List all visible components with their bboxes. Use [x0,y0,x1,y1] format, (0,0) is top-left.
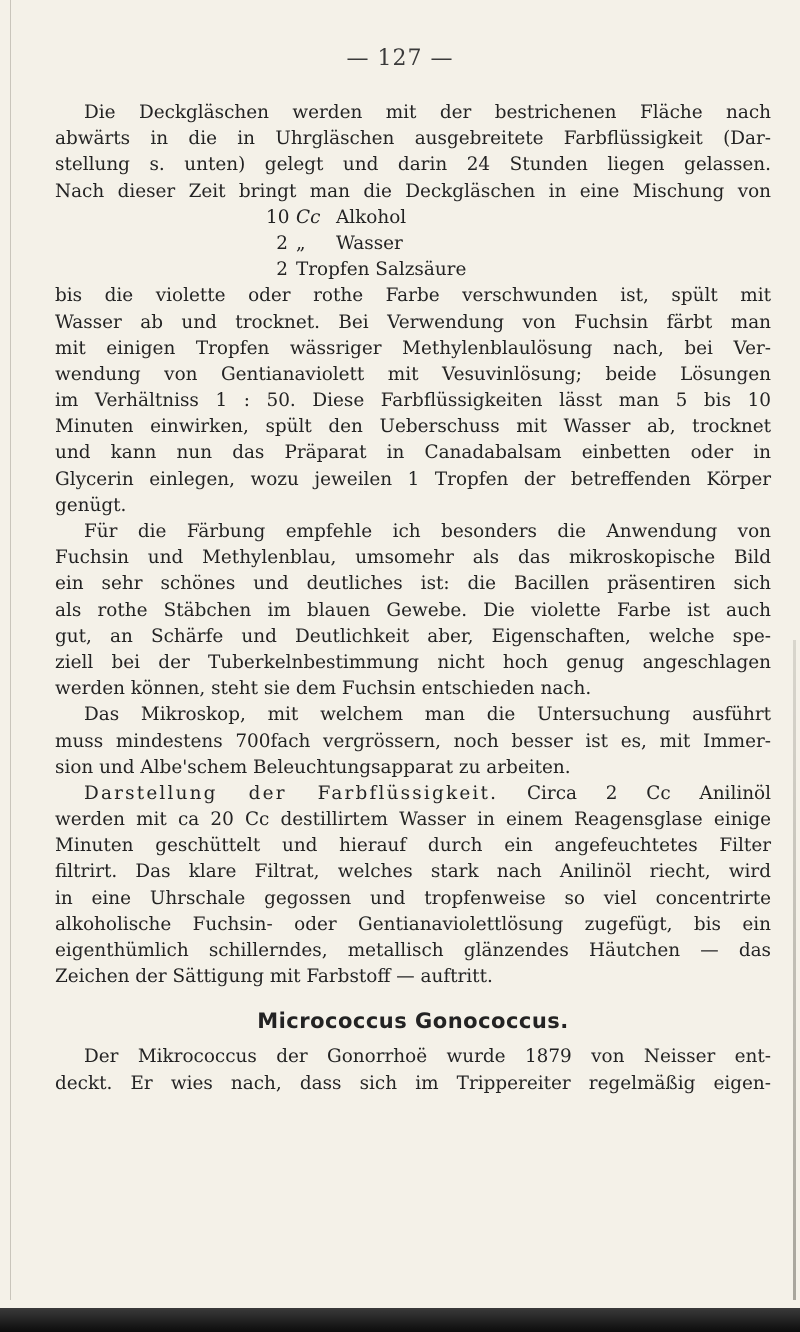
text-line: Minuten einwirken, spült den Ueberschuss mit Wasser ab, trocknet [55,416,771,438]
text-line: Glycerin einlegen, wozu jeweilen 1 Tropfen der betreffenden Körper [55,468,771,490]
text-line: deckt. Er wies nach, dass sich im Trippereiter regelmäßig eigen- [55,1072,771,1094]
text-line: Der Mikrococcus der Gonorrhoë wurde 1879 von Neisser ent- [84,1046,771,1068]
run-in-heading: Darstellung der Farbflüssigkeit. [84,782,499,804]
text-run: Circa 2 Cc Anilinöl [526,782,771,804]
mixture-unit: Cc [296,206,321,228]
text-line: Nach dieser Zeit bringt man die Deckgläschen in eine Mischung von [55,180,771,202]
text-line: ziell bei der Tuberkelnbestimmung nicht hoch genug angeschlagen [55,651,771,673]
text-line: bis die violette oder rothe Farbe verschwunden ist, spült mit [55,285,771,307]
text-line: im Verhältniss 1 : 50. Diese Farbflüssigkeiten lässt man 5 bis 10 [55,390,771,412]
text-line: abwärts in die in Uhrgläschen ausgebreitete Farbflüssigkeit (Dar- [55,128,771,150]
mixture-item [266,205,771,231]
mixture-unit: „ [296,232,306,254]
text-line [55,781,771,807]
text-line: wendung von Gentianaviolett mit Vesuvinlösung; beide Lösungen [55,363,771,385]
text-line: Die Deckgläschen werden mit der bestrichenen Fläche nach [84,102,771,123]
mixture-substance: Alkohol [336,206,407,228]
body-text [55,100,771,1097]
mixture-substance: Wasser [336,232,403,254]
text-line: gut, an Schärfe und Deutlichkeit aber, Eigenschaften, welche spe- [55,625,771,647]
text-line: Das Mikroskop, mit welchem man die Untersuchung ausführt [84,704,771,726]
text-line: werden mit ca 20 Cc destillirtem Wasser in einem Reagensglase einige [55,809,771,831]
page-left-edge [10,0,11,1300]
text-line: genügt. [55,494,127,516]
text-line: werden können, steht sie dem Fuchsin entschieden nach. [55,678,592,700]
text-line: ein sehr schönes und deutliches ist: die Bacillen präsentiren sich [55,573,771,595]
text-line: mit einigen Tropfen wässriger Methylenblaulösung nach, bei Ver- [55,337,771,359]
scan-bottom-border [0,1308,800,1332]
text-line: eigenthümlich schillerndes, metallisch glänzendes Häutchen — das [55,940,771,961]
section-heading: Micrococcus Gonococcus. [257,1009,569,1034]
text-line: und kann nun das Präparat in Canadabalsam einbetten oder in [55,442,771,464]
mixture-item [266,257,771,283]
text-line: Wasser ab und trocknet. Bei Verwendung von Fuchsin färbt man [55,311,771,333]
mixture-amount: 2 [276,259,288,281]
text-line: als rothe Stäbchen im blauen Gewebe. Die violette Farbe ist auch [55,599,771,621]
text-line: in eine Uhrschale gegossen und tropfenweise so viel concentrirte [55,887,771,909]
text-line: alkoholische Fuchsin- oder Gentianaviolettlösung zugefügt, bis ein [55,913,771,935]
page-right-edge [793,640,796,1300]
mixture-amount: 10 [266,206,290,228]
page-number: — 127 — [346,46,454,71]
text-line: filtrirt. Das klare Filtrat, welches stark nach Anilinöl riecht, wird [55,861,771,883]
text-line: Fuchsin und Methylenblau, umsomehr als das mikroskopische Bild [55,547,771,569]
text-line: Zeichen der Sättigung mit Farbstoff — auftritt. [55,966,493,988]
text-line: muss mindestens 700fach vergrössern, noch besser ist es, mit Immer- [55,730,771,752]
text-line: Minuten geschüttelt und hierauf durch ein angefeuchtetes Filter [55,835,771,857]
mixture-substance: Tropfen Salzsäure [296,259,467,281]
mixture-amount: 2 [276,232,288,254]
text-line: sion und Albe'schem Beleuchtungsapparat zu arbeiten. [55,756,571,778]
mixture-item [266,231,771,257]
text-line: stellung s. unten) gelegt und darin 24 Stunden liegen gelassen. [55,154,771,176]
mixture-list [55,205,771,284]
text-line: Für die Färbung empfehle ich besonders die Anwendung von [84,521,771,542]
